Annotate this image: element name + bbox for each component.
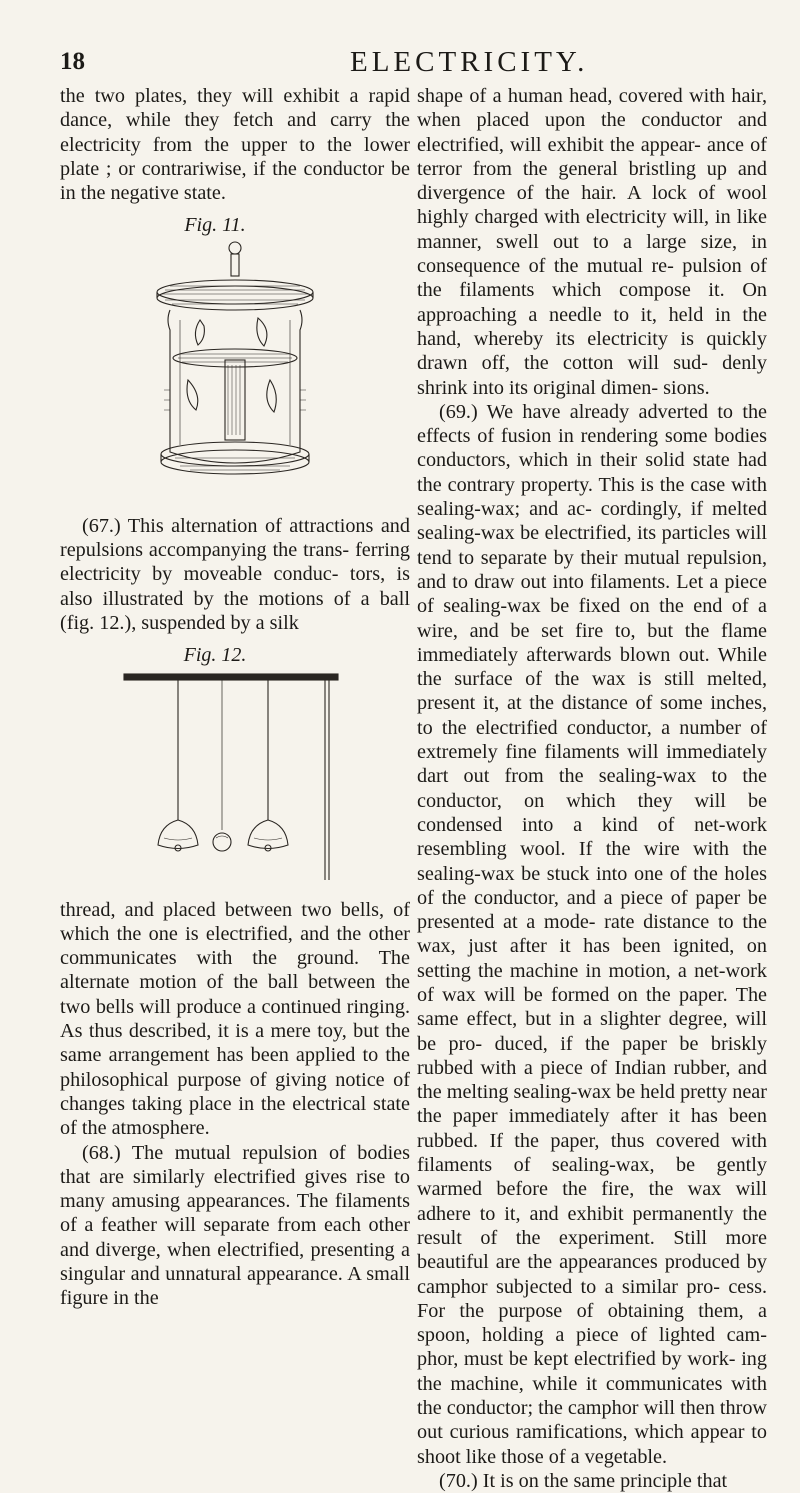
paragraph: the two plates, they will exhibit a rapid dance, while they fetch and carry the electricity from the upper to the lower plate ; or contrariwise, if the conductor be in the negative state. [60, 85, 410, 205]
figure-12-caption: Fig. 12. [183, 644, 247, 667]
paragraph: (70.) It is on the same principle that [439, 1469, 728, 1492]
paragraph: shape of a human head, covered with hair, when placed upon the conductor and electrified, will exhibit the appear- ance of terror from the general bristling up and divergence of the hair. A lock of wool highly charged with electricity will, in like manner, swell out to a large size, in consequence of the mutual re- pulsion of the filaments which compose it. On approaching a needle to it, held in the hand, whereby its electricity is quickly drawn off, the cotton will sud- denly shrink into its original dimen- sions. [417, 85, 767, 399]
paragraph: thread, and placed between two bells, of which the one is electrified, and the other communicates with the ground. The alternate motion of the ball between the two bells will produce a continued ringing. As thus described, it is a mere toy, but the same arrangement has been applied to the philosophical purpose of giving notice of changes taking place in the electrical state of the atmosphere. [60, 898, 410, 1140]
page-number: 18 [60, 48, 85, 75]
paragraph: (68.) The mutual repulsion of bodies that are similarly electrified gives rise to many amusing appearances. The filaments of a feather will separate from each other and diverge, when electrified, presenting a singular and unnatural appearance. A small figure in the [60, 1141, 410, 1310]
figure-11-illustration [60, 240, 410, 500]
page-header [60, 46, 766, 82]
figure-11-caption: Fig. 11. [184, 214, 246, 237]
figure-12-illustration [60, 670, 410, 890]
paragraph: (67.) This alternation of attractions and repulsions accompanying the trans- ferring electricity by moveable conduc- tors, is also illustrated by the motions of a ball (fig. 12.), suspended by a silk [60, 514, 410, 634]
left-column [60, 84, 410, 1311]
running-title: ELECTRICITY. [350, 46, 589, 78]
paragraph: (69.) We have already adverted to the effects of fusion in rendering some bodies conductors, which in their solid state had the contrary property. This is the case with sealing-wax; and ac- cordingly, if melted sealing-wax be electrified, its particles will tend to separate by their mutual repulsion, and to draw out into filaments. Let a piece of sealing-wax be fixed on the end of a wire, and be set fire to, but the flame immediately afterwards blown out. While the surface of the wax is still melted, present it, at the distance of some inches, to the electrified conductor, a number of extremely fine filaments will immediately dart out from the sealing-wax to the conductor, on which they will be condensed into a kind of net-work resembling wool. If the wire with the sealing-wax be stuck into one of the holes of the conductor, and a piece of paper be presented at a mode- rate distance to the wax, just after it has been ignited, on setting the machine in motion, a net-work of wax will be formed on the paper. The same effect, but in a slighter degree, will be pro- duced, if the paper be briskly rubbed with a piece of Indian rubber, and the melting sealing-wax be held pretty near the paper immediately after it has been rubbed. If the paper, thus covered with filaments of sealing-wax, be gently warmed before the fire, the wax will adhere to it, and exhibit permanently the result of the experiment. Still more beautiful are the appearances produced by camphor subjected to a similar pro- cess. For the purpose of obtaining them, a spoon, holding a piece of lighted cam- phor, must be kept electrified by work- ing the machine, while it communicates with the conductor; the camphor will then throw out curious ramifications, which appear to shoot like those of a vegetable. [417, 400, 767, 1468]
right-column [417, 84, 767, 1493]
